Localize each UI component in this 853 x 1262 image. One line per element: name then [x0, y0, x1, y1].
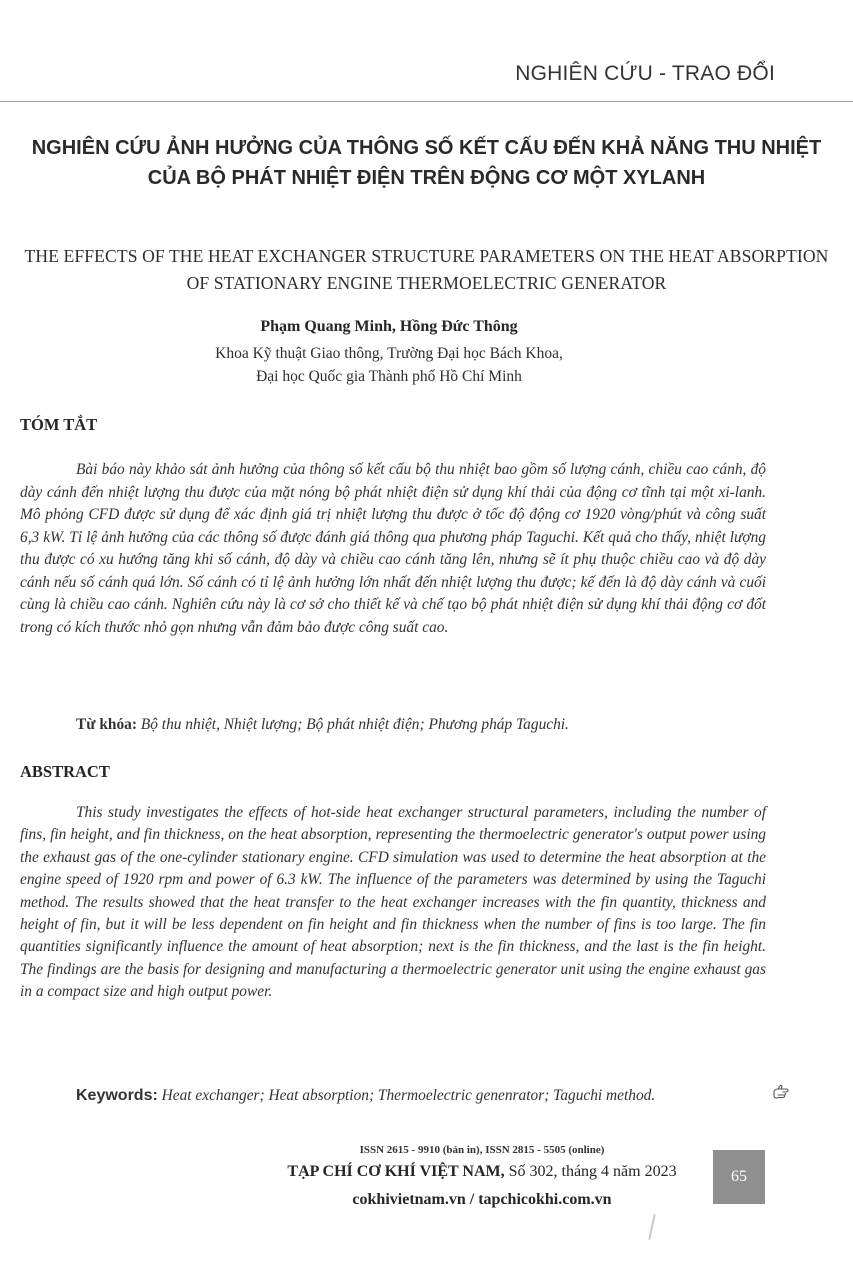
tomtat-heading: TÓM TẮT: [20, 415, 98, 434]
keywords-english: [76, 1087, 655, 1105]
authors: Phạm Quang Minh, Hồng Đức Thông: [260, 318, 518, 335]
abstract-text: This study investigates the effects of hot-side heat exchanger structural parameters, including the number of fins, fin height, and fin thickness, on the heat absorption, representing the thermoelectric generator's output power using the exhaust gas of the one-cylinder stationary engine. CFD simulation was used to determine the heat absorption at the engine speed of 1920 rpm and power of 6.3 kW. The influence of the parameters was determined by using the Taguchi method. The results showed that the heat transfer to the heat exchanger increases with the fin quantity, thickness and height of fin, but it will be less dependent on fin height and fin thickness when the number of fins is too large. The fin quantities significantly influence the amount of heat absorption; next is the fin thickness, and the last is the fin height. The findings are the basis for designing and manufacturing a thermoelectric generator unit using the engine exhaust gas in a compact size and high output power.: [20, 804, 766, 1001]
abstract-heading: ABSTRACT: [20, 762, 110, 781]
journal-website: cokhivietnam.vn / tapchicokhi.com.vn: [352, 1191, 612, 1208]
title-vietnamese: NGHIÊN CỨU ẢNH HƯỞNG CỦA THÔNG SỐ KẾT CẤU ĐẾN KHẢ NĂNG THU NHIỆT CỦA BỘ PHÁT NHIỆT ĐIỆN TRÊN ĐỘNG CƠ MỘT XYLANH: [31, 137, 822, 189]
journal-name: TẠP CHÍ CƠ KHÍ VIỆT NAM,: [287, 1163, 505, 1180]
abstract-body: [20, 802, 766, 1004]
page-number: 65: [731, 1168, 747, 1185]
issn: ISSN 2615 - 9910 (bản in), ISSN 2815 - 5505 (online): [359, 1144, 605, 1156]
tomtat-text: Bài báo này khảo sát ảnh hưởng của thông số kết cấu bộ thu nhiệt bao gồm số lượng cánh, chiều cao cánh, độ dày cánh đến nhiệt lượng thu được của mặt nóng bộ phát nhiệt điện sử dụng khí thải của động cơ tĩnh tại một xi-lanh. Mô phỏng CFD được sử dụng để xác định giá trị nhiệt lượng thu được ở tốc độ động cơ 1920 vòng/phút và công suất 6,3 kW. Tỉ lệ ảnh hưởng của các thông số được đánh giá thông qua phương pháp Taguchi. Kết quả cho thấy, nhiệt lượng thu được có xu hướng tăng khi số cánh, độ dày và chiều cao cánh tăng lên, nhưng sẽ ít phụ thuộc chiều cao và độ dày cánh nếu số cánh quá lớn. Số cánh có tỉ lệ ảnh hưởng lớn nhất đến nhiệt lượng thu được; kế đến là độ dày cánh và cuối cùng là chiều cao cánh. Nghiên cứu này là cơ sở cho thiết kế và chế tạo bộ phát nhiệt điện sử dụng khí thải động cơ đốt trong có kích thước nhỏ gọn nhưng vẫn đảm bảo được công suất cao.: [20, 461, 766, 636]
keywords-vietnamese-value: Bộ thu nhiệt, Nhiệt lượng; Bộ phát nhiệt điện; Phương pháp Taguchi.: [140, 716, 569, 733]
pointing-hand-icon: [772, 1084, 794, 1100]
affiliation-line-2: Đại học Quốc gia Thành phố Hồ Chí Minh: [256, 368, 522, 385]
keywords-vietnamese: [76, 716, 569, 734]
header-divider: [0, 101, 853, 102]
journal-issue: Số 302, tháng 4 năm 2023: [504, 1163, 677, 1180]
scan-mark: [648, 1214, 655, 1240]
keywords-english-label: Keywords:: [76, 1087, 158, 1104]
affiliation-line-1: Khoa Kỹ thuật Giao thông, Trường Đại học Bách Khoa,: [215, 345, 563, 362]
tomtat-body: [20, 459, 766, 639]
keywords-english-value: Heat exchanger; Heat absorption; Thermoelectric genenrator; Taguchi method.: [161, 1087, 656, 1104]
journal-citation: [236, 1163, 728, 1181]
title-english: THE EFFECTS OF THE HEAT EXCHANGER STRUCTURE PARAMETERS ON THE HEAT ABSORPTION OF STATIONARY ENGINE THERMOELECTRIC GENERATOR: [24, 246, 829, 293]
section-header: NGHIÊN CỨU - TRAO ĐỔI: [515, 62, 775, 85]
keywords-vietnamese-label: Từ khóa:: [76, 716, 137, 733]
page-number-box: [713, 1150, 765, 1204]
